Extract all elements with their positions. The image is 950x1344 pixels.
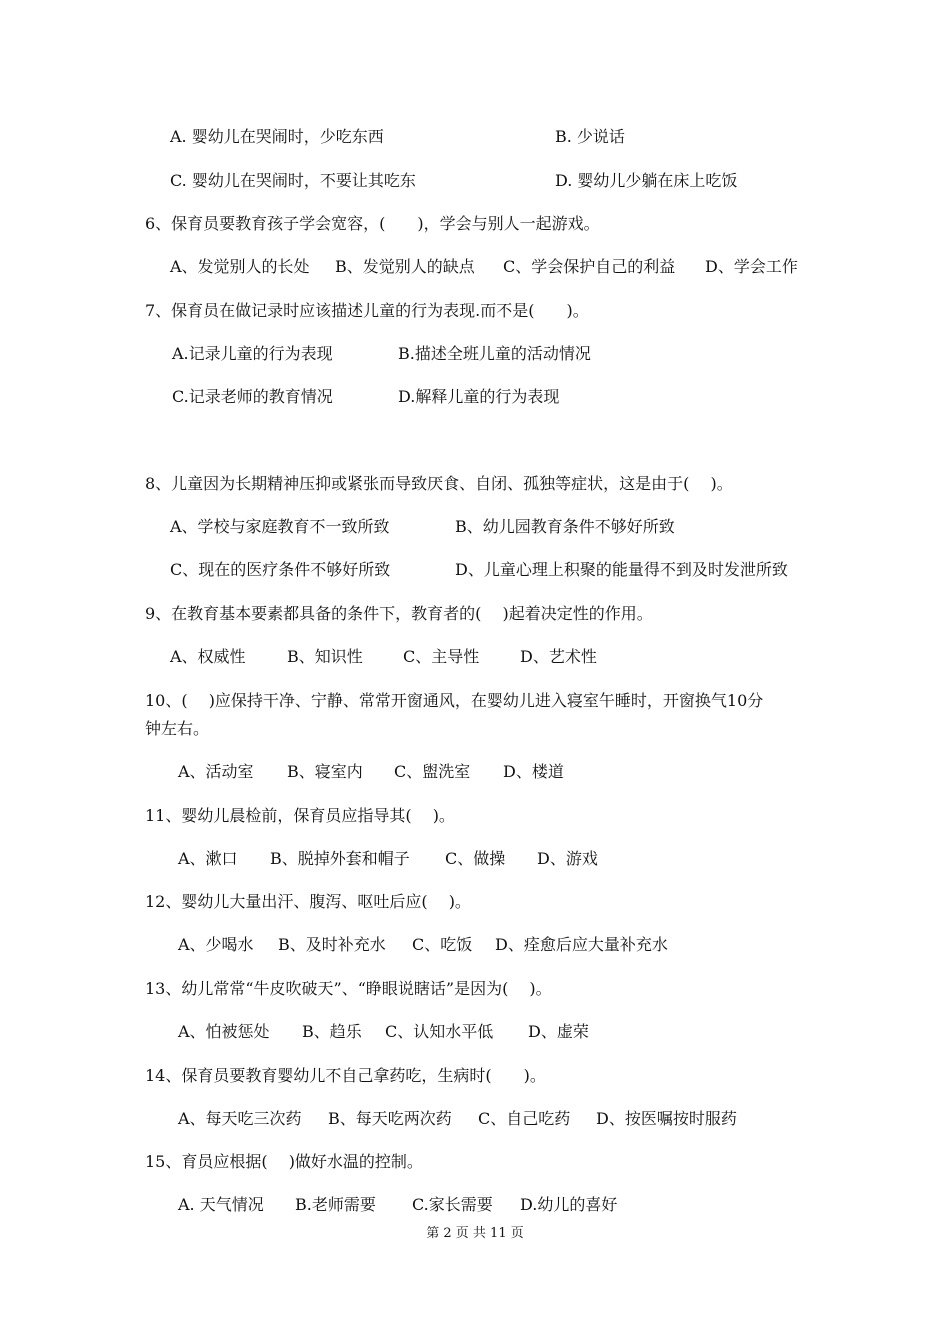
q12-option-b: B、及时补充水 xyxy=(278,935,386,954)
q8-option-d: D、儿童心理上积聚的能量得不到及时发泄所致 xyxy=(455,560,788,579)
q10-option-b: B、寝室内 xyxy=(287,762,363,781)
q14-option-d: D、按医嘱按时服药 xyxy=(596,1109,737,1128)
q13-option-b: B、趋乐 xyxy=(302,1022,362,1041)
q13-option-c: C、认知水平低 xyxy=(385,1022,494,1041)
q14-stem: 14、保育员要教育婴幼儿不自己拿药吃，生病时( )。 xyxy=(145,1066,546,1085)
q10-option-d: D、楼道 xyxy=(503,762,564,781)
q13-option-d: D、虚荣 xyxy=(528,1022,589,1041)
q10-stem-line2: 钟左右。 xyxy=(145,719,210,738)
q15-option-a: A. 天气情况 xyxy=(178,1195,264,1214)
q9-stem: 9、在教育基本要素都具备的条件下，教育者的( )起着决定性的作用。 xyxy=(145,604,653,623)
q6-stem: 6、保育员要教育孩子学会宽容，( )，学会与别人一起游戏。 xyxy=(145,214,600,233)
q10-option-a: A、活动室 xyxy=(178,762,254,781)
q12-option-a: A、少喝水 xyxy=(178,935,254,954)
q11-stem: 11、婴幼儿晨检前，保育员应指导其( )。 xyxy=(145,806,455,825)
q7-option-b: B.描述全班儿童的活动情况 xyxy=(398,344,591,363)
q7-option-d: D.解释儿童的行为表现 xyxy=(398,387,560,406)
q6-option-a: A、发觉别人的长处 xyxy=(170,257,310,276)
q7-stem: 7、保育员在做记录时应该描述儿童的行为表现.而不是( )。 xyxy=(145,301,589,320)
q11-option-c: C、做操 xyxy=(445,849,506,868)
q12-option-c: C、吃饭 xyxy=(412,935,473,954)
page-number-footer: 第 2 页 共 11 页 xyxy=(426,1226,524,1241)
q15-option-c: C.家长需要 xyxy=(412,1195,493,1214)
q8-stem: 8、儿童因为长期精神压抑或紧张而导致厌食、自闭、孤独等症状，这是由于( )。 xyxy=(145,474,733,493)
q5-option-a: A. 婴幼儿在哭闹时，少吃东西 xyxy=(170,127,384,146)
q15-option-d: D.幼儿的喜好 xyxy=(520,1195,618,1214)
q9-option-d: D、艺术性 xyxy=(520,647,597,666)
q5-option-b: B. 少说话 xyxy=(555,127,625,146)
q7-option-a: A.记录儿童的行为表现 xyxy=(172,344,333,363)
q9-option-b: B、知识性 xyxy=(287,647,363,666)
q8-option-a: A、学校与家庭教育不一致所致 xyxy=(170,517,390,536)
q12-stem: 12、婴幼儿大量出汗、腹泻、呕吐后应( )。 xyxy=(145,892,471,911)
q5-option-c: C. 婴幼儿在哭闹时，不要让其吃东 xyxy=(170,171,416,190)
q6-option-b: B、发觉别人的缺点 xyxy=(335,257,475,276)
q14-option-c: C、自己吃药 xyxy=(478,1109,571,1128)
q14-option-b: B、每天吃两次药 xyxy=(328,1109,452,1128)
q15-option-b: B.老师需要 xyxy=(295,1195,376,1214)
q11-option-d: D、游戏 xyxy=(537,849,598,868)
q8-option-c: C、现在的医疗条件不够好所致 xyxy=(170,560,391,579)
q7-option-c: C.记录老师的教育情况 xyxy=(172,387,333,406)
q14-option-a: A、每天吃三次药 xyxy=(178,1109,302,1128)
q13-stem: 13、幼儿常常“牛皮吹破天”、“睁眼说瞎话”是因为( )。 xyxy=(145,979,552,998)
q11-option-a: A、漱口 xyxy=(178,849,238,868)
q10-option-c: C、盥洗室 xyxy=(394,762,471,781)
q6-option-c: C、学会保护自己的利益 xyxy=(503,257,676,276)
q12-option-d: D、痊愈后应大量补充水 xyxy=(495,935,668,954)
q13-option-a: A、怕被惩处 xyxy=(178,1022,270,1041)
q8-option-b: B、幼儿园教育条件不够好所致 xyxy=(455,517,675,536)
q15-stem: 15、育员应根据( )做好水温的控制。 xyxy=(145,1152,423,1171)
q5-option-d: D. 婴幼儿少躺在床上吃饭 xyxy=(555,171,738,190)
q9-option-a: A、权威性 xyxy=(170,647,246,666)
q10-stem-line1: 10、( )应保持干净、宁静、常常开窗通风，在婴幼儿进入寝室午睡时，开窗换气10分 xyxy=(145,691,764,710)
q11-option-b: B、脱掉外套和帽子 xyxy=(270,849,410,868)
q6-option-d: D、学会工作 xyxy=(705,257,798,276)
q9-option-c: C、主导性 xyxy=(403,647,480,666)
